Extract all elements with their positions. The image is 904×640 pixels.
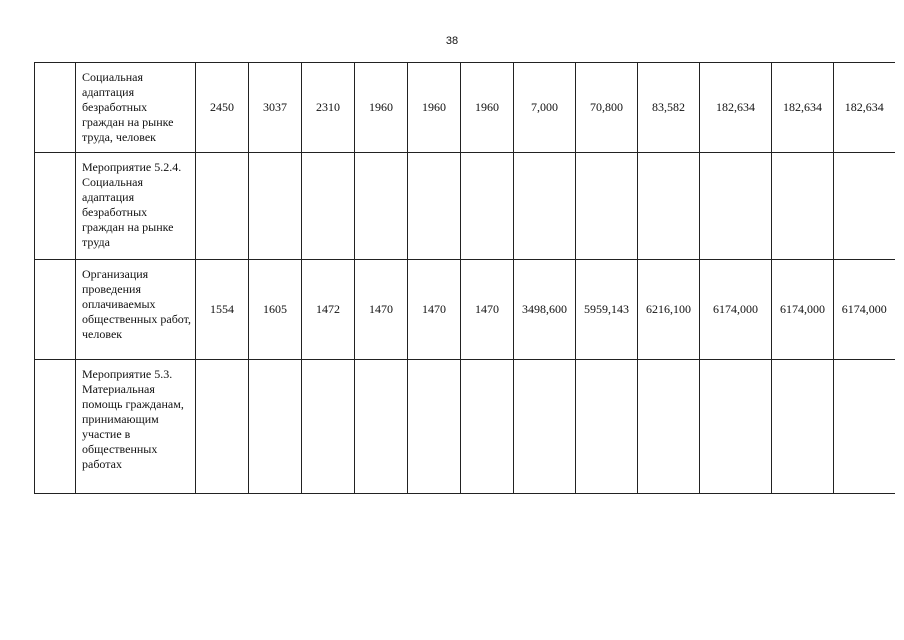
value-cell [461, 153, 514, 260]
value-cell: 2450 [196, 63, 249, 153]
value-cell: 83,582 [638, 63, 700, 153]
value-cell: 1960 [355, 63, 408, 153]
value-cell [302, 360, 355, 494]
row-label-cell: Мероприятие 5.3. Материальная помощь гражданам, принимающим участие в общественных работах [76, 360, 196, 494]
table-row [35, 153, 895, 260]
value-cell [408, 360, 461, 494]
value-cell: 6174,000 [834, 260, 895, 360]
value-cell [576, 360, 638, 494]
table-body [35, 63, 895, 494]
data-table [34, 62, 895, 494]
value-cell [772, 360, 834, 494]
value-cell [834, 153, 895, 260]
value-cell: 1472 [302, 260, 355, 360]
value-cell: 7,000 [514, 63, 576, 153]
value-cell: 1470 [408, 260, 461, 360]
row-index-cell [35, 63, 76, 153]
value-cell: 6174,000 [772, 260, 834, 360]
value-cell [772, 153, 834, 260]
value-cell: 6174,000 [700, 260, 772, 360]
row-index-cell [35, 260, 76, 360]
value-cell: 1470 [355, 260, 408, 360]
value-cell: 182,634 [772, 63, 834, 153]
value-cell: 1554 [196, 260, 249, 360]
value-cell: 1470 [461, 260, 514, 360]
value-cell [638, 153, 700, 260]
value-cell [196, 360, 249, 494]
value-cell [355, 153, 408, 260]
value-cell [834, 360, 895, 494]
value-cell: 5959,143 [576, 260, 638, 360]
row-label-cell: Мероприятие 5.2.4. Социальная адаптация безработных граждан на рынке труда [76, 153, 196, 260]
table-row [35, 260, 895, 360]
page-number: 38 [445, 35, 459, 47]
value-cell: 6216,100 [638, 260, 700, 360]
value-cell [514, 153, 576, 260]
value-cell: 1605 [249, 260, 302, 360]
value-cell [196, 153, 249, 260]
value-cell: 3037 [249, 63, 302, 153]
row-index-cell [35, 153, 76, 260]
value-cell [302, 153, 355, 260]
row-label-cell: Организация проведения оплачиваемых общественных работ, человек [76, 260, 196, 360]
value-cell: 2310 [302, 63, 355, 153]
value-cell [700, 360, 772, 494]
value-cell: 182,634 [700, 63, 772, 153]
value-cell: 182,634 [834, 63, 895, 153]
row-index-cell [35, 360, 76, 494]
value-cell [355, 360, 408, 494]
value-cell [249, 153, 302, 260]
value-cell: 1960 [408, 63, 461, 153]
value-cell [700, 153, 772, 260]
value-cell [514, 360, 576, 494]
value-cell: 3498,600 [514, 260, 576, 360]
value-cell: 70,800 [576, 63, 638, 153]
value-cell: 1960 [461, 63, 514, 153]
value-cell [576, 153, 638, 260]
row-label-cell: Социальная адаптация безработных граждан на рынке труда, человек [76, 63, 196, 153]
table-row [35, 63, 895, 153]
value-cell [249, 360, 302, 494]
value-cell [408, 153, 461, 260]
table-row [35, 360, 895, 494]
value-cell [461, 360, 514, 494]
value-cell [638, 360, 700, 494]
